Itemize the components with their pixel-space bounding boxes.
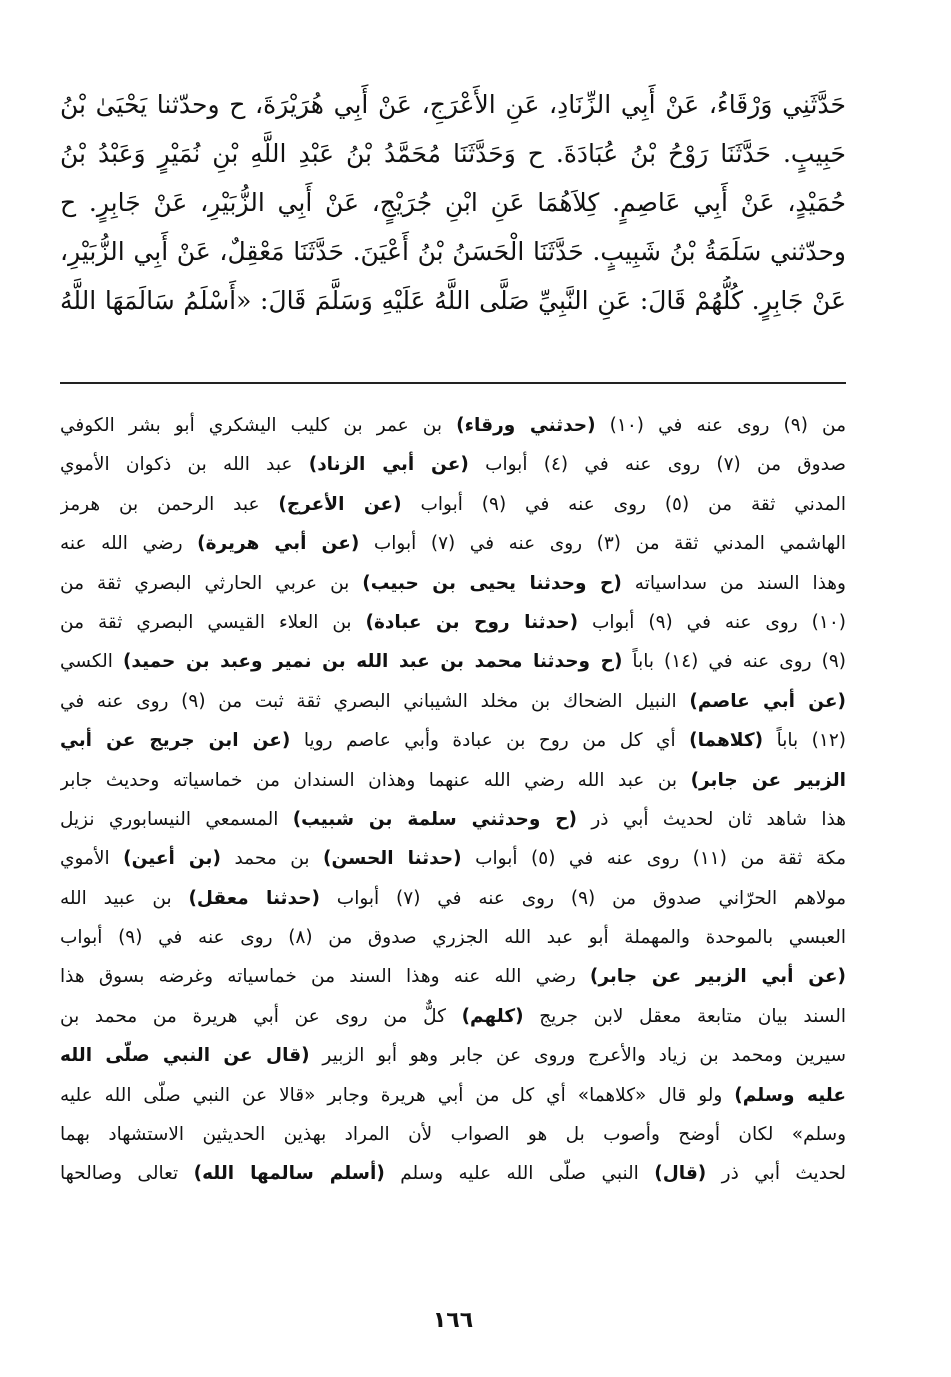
footnote-text: بن عبيد الله bbox=[60, 887, 189, 909]
footnote-text: النبيل الضحاك بن مخلد الشيباني البصري ثقة ثبت من (٩) روى عنه في bbox=[60, 690, 690, 712]
footnote-text: كلٌّ من روى عن أبي هريرة من محمد بن bbox=[60, 1005, 462, 1027]
footnote-text: لحديث أبي ذر bbox=[706, 1163, 846, 1185]
footnotes-commentary bbox=[60, 406, 846, 1194]
footnote-text: النبي صلّى الله عليه وسلم bbox=[384, 1163, 655, 1185]
footnote-text: (٩) روى عنه في (١٤) باباً bbox=[622, 651, 846, 673]
footnote-line bbox=[60, 957, 846, 996]
footnote-line bbox=[60, 603, 846, 642]
footnote-quoted-narrator: (ح وحدثنا يحيى بن حبيب) bbox=[362, 572, 622, 594]
footnote-quoted-narrator: (عن أبي عاصم) bbox=[689, 690, 846, 712]
footnote-text: صدوق من (٧) روى عنه في (٤) أبواب bbox=[468, 454, 846, 476]
footnote-quoted-narrator: عليه وسلم) bbox=[734, 1084, 846, 1106]
footnote-text: وهذا السند من سداسياته bbox=[621, 572, 846, 594]
footnote-text: عبد الله بن ذكوان الأموي bbox=[60, 454, 309, 476]
footnote-line bbox=[60, 524, 846, 563]
footnote-quoted-narrator: (أسلم سالمها الله) bbox=[193, 1163, 385, 1185]
footnote-quoted-narrator: (حدثنا الحسن) bbox=[323, 848, 462, 870]
footnote-quoted-narrator: (حدثنا معقل) bbox=[188, 887, 320, 909]
footnote-text: (١٠) روى عنه في (٩) أبواب bbox=[578, 611, 846, 633]
footnote-line bbox=[60, 682, 846, 721]
book-page bbox=[60, 80, 846, 1350]
hadith-line: حَدَّثَنِي وَرْقَاءُ، عَنْ أَبِي الزِّنَادِ، عَنِ الأَعْرَجِ، عَنْ أَبِي هُرَيْرَةَ، ح وحدّثنا يَحْيَىٰ بْنُ bbox=[60, 90, 846, 119]
page-number: ١٦٦ bbox=[432, 1308, 474, 1333]
footnote-quoted-narrator: (قال عن النبي صلّى الله bbox=[60, 1045, 310, 1067]
footnote-line bbox=[60, 564, 846, 603]
footnote-text: رضي الله عنه bbox=[60, 533, 198, 555]
footnote-text: المسمعي النيسابوري نزيل bbox=[60, 808, 293, 830]
footnote-quoted-narrator: (عن أبي هريرة) bbox=[197, 533, 360, 555]
footnote-text: الهاشمي المدني ثقة من (٣) روى عنه في (٧) أبواب bbox=[359, 533, 846, 555]
footnote-text: العبسي بالموحدة والمهملة أبو عبد الله الجزري صدوق من (٨) روى عنه في (٩) أبواب bbox=[60, 927, 846, 949]
footnote-quoted-narrator: (قال) bbox=[654, 1163, 707, 1185]
footnote-quoted-narrator: (حدثني ورقاء) bbox=[456, 415, 596, 436]
footnote-text: بن العلاء القيسي البصري ثقة من bbox=[60, 611, 366, 633]
footnote-text: سيرين ومحمد بن زياد والأعرج وروى عن جابر وهو أبو الزبير bbox=[309, 1045, 846, 1067]
footnote-quoted-narrator: (ح وحدثنا محمد بن عبد الله بن نمير وعبد بن حميد) bbox=[122, 651, 623, 673]
footnote-quoted-narrator: (كلهم) bbox=[461, 1005, 524, 1027]
footnote-quoted-narrator: (عن ابن جريج عن أبي bbox=[60, 730, 291, 752]
footnote-line bbox=[60, 445, 846, 484]
footnote-line bbox=[60, 997, 846, 1036]
footnote-line bbox=[60, 1154, 846, 1193]
footnote-quoted-narrator: (عن أبي الزناد) bbox=[308, 454, 469, 476]
footnote-quoted-narrator: الزبير عن جابر) bbox=[690, 769, 846, 791]
footnote-quoted-narrator: (بن أعين) bbox=[123, 848, 221, 870]
hadith-text bbox=[60, 80, 846, 325]
footnote-quoted-narrator: (عن أبي الزبير عن جابر) bbox=[589, 966, 846, 988]
footnote-text: تعالى وصالحها bbox=[60, 1163, 194, 1185]
footnote-text: بن عبد الله رضي الله عنهما وهذان السندان من خماسياته وحديث جابر bbox=[60, 769, 691, 791]
footnote-text: من (٩) روى عنه في (١٠) bbox=[595, 415, 846, 436]
hadith-line: حَبِيبٍ. حَدَّثَنَا رَوْحُ بْنُ عُبَادَةَ. ح وَحَدَّثَنَا مُحَمَّدُ بْنُ عَبْدِ اللَّهِ بْنِ نُمَيْرٍ وَعَبْدُ بْنُ bbox=[60, 139, 846, 168]
footnote-line bbox=[60, 642, 846, 681]
footnote-line bbox=[60, 800, 846, 839]
footnote-quoted-narrator: (كلاهما) bbox=[689, 730, 764, 752]
footnote-text: المدني ثقة من (٥) روى عنه في (٩) أبواب bbox=[401, 493, 846, 515]
footnote-text: عبد الرحمن بن هرمز bbox=[60, 493, 279, 515]
footnote-text: وسلم» لكان أوضح وأصوب بل هو الصواب لأن المراد بهذين الحديثين الاستشهاد بهما bbox=[60, 1124, 846, 1146]
footnote-line bbox=[60, 918, 846, 957]
footnote-text: مولاهم الحرّاني صدوق من (٩) روى عنه في (٧) أبواب bbox=[319, 887, 846, 909]
footnote-text: رضي الله عنه وهذا السند من خماسياته وغرضه بسوق هذا bbox=[60, 966, 590, 988]
footnote-text: أي كل من روح بن عبادة وأبي عاصم رويا bbox=[290, 730, 690, 752]
footnote-text: بن محمد bbox=[220, 848, 324, 870]
footnote-line bbox=[60, 839, 846, 878]
footnote-line bbox=[60, 1036, 846, 1075]
hadith-line: حُمَيْدٍ، عَنْ أَبِي عَاصِمٍ. كِلاَهُمَا عَنِ ابْنِ جُرَيْجٍ، عَنْ أَبِي الزُّبَيْرِ، عَنْ جَابِرٍ. ح bbox=[60, 188, 846, 217]
footnote-line bbox=[60, 721, 846, 760]
footnote-text: (١٢) باباً bbox=[763, 730, 846, 752]
footnote-text: ولو قال «كلاهما» أي كل من أبي هريرة وجابر «قالا عن النبي صلّى الله عليه bbox=[60, 1084, 735, 1106]
footnote-text: الأموي bbox=[60, 848, 124, 870]
hadith-line: وحدّثني سَلَمَةُ بْنُ شَبِيبٍ. حَدَّثَنَا الْحَسَنُ بْنُ أَعْيَنَ. حَدَّثَنَا مَعْقِلٌ، عَنْ أَبِي الزُّبَيْرِ، bbox=[60, 237, 846, 266]
footnote-line bbox=[60, 485, 846, 524]
footnote-separator bbox=[60, 382, 846, 384]
footnote-text: بن عمر بن كليب اليشكري أبو بشر الكوفي bbox=[60, 415, 457, 436]
footnote-text: مكة ثقة من (١١) روى عنه في (٥) أبواب bbox=[461, 848, 846, 870]
footnote-quoted-narrator: (عن الأعرج) bbox=[278, 493, 402, 515]
footnote-line bbox=[60, 879, 846, 918]
footnote-quoted-narrator: (ح وحدثني سلمة بن شبيب) bbox=[292, 808, 578, 830]
footnote-line bbox=[60, 1076, 846, 1115]
hadith-line: عَنْ جَابِرٍ. كُلُّهُمْ قَالَ: عَنِ النَّبِيِّ صَلَّى اللَّهُ عَلَيْهِ وَسَلَّمَ قَالَ: «أَسْلَمُ سَالَمَهَا اللَّهُ bbox=[60, 286, 846, 315]
footnote-text: بن عربي الحارثي البصري ثقة من bbox=[60, 572, 363, 594]
footnote-line bbox=[60, 1115, 846, 1154]
footnote-line bbox=[60, 761, 846, 800]
footnote-text: السند بيان متابعة معقل لابن جريج bbox=[523, 1005, 846, 1027]
footnote-text: الكسي bbox=[60, 651, 123, 673]
footnote-quoted-narrator: (حدثنا روح بن عبادة) bbox=[365, 611, 579, 633]
footnote-text: هذا شاهد ثان لحديث أبي ذر bbox=[577, 808, 846, 830]
footnote-line bbox=[60, 406, 846, 445]
